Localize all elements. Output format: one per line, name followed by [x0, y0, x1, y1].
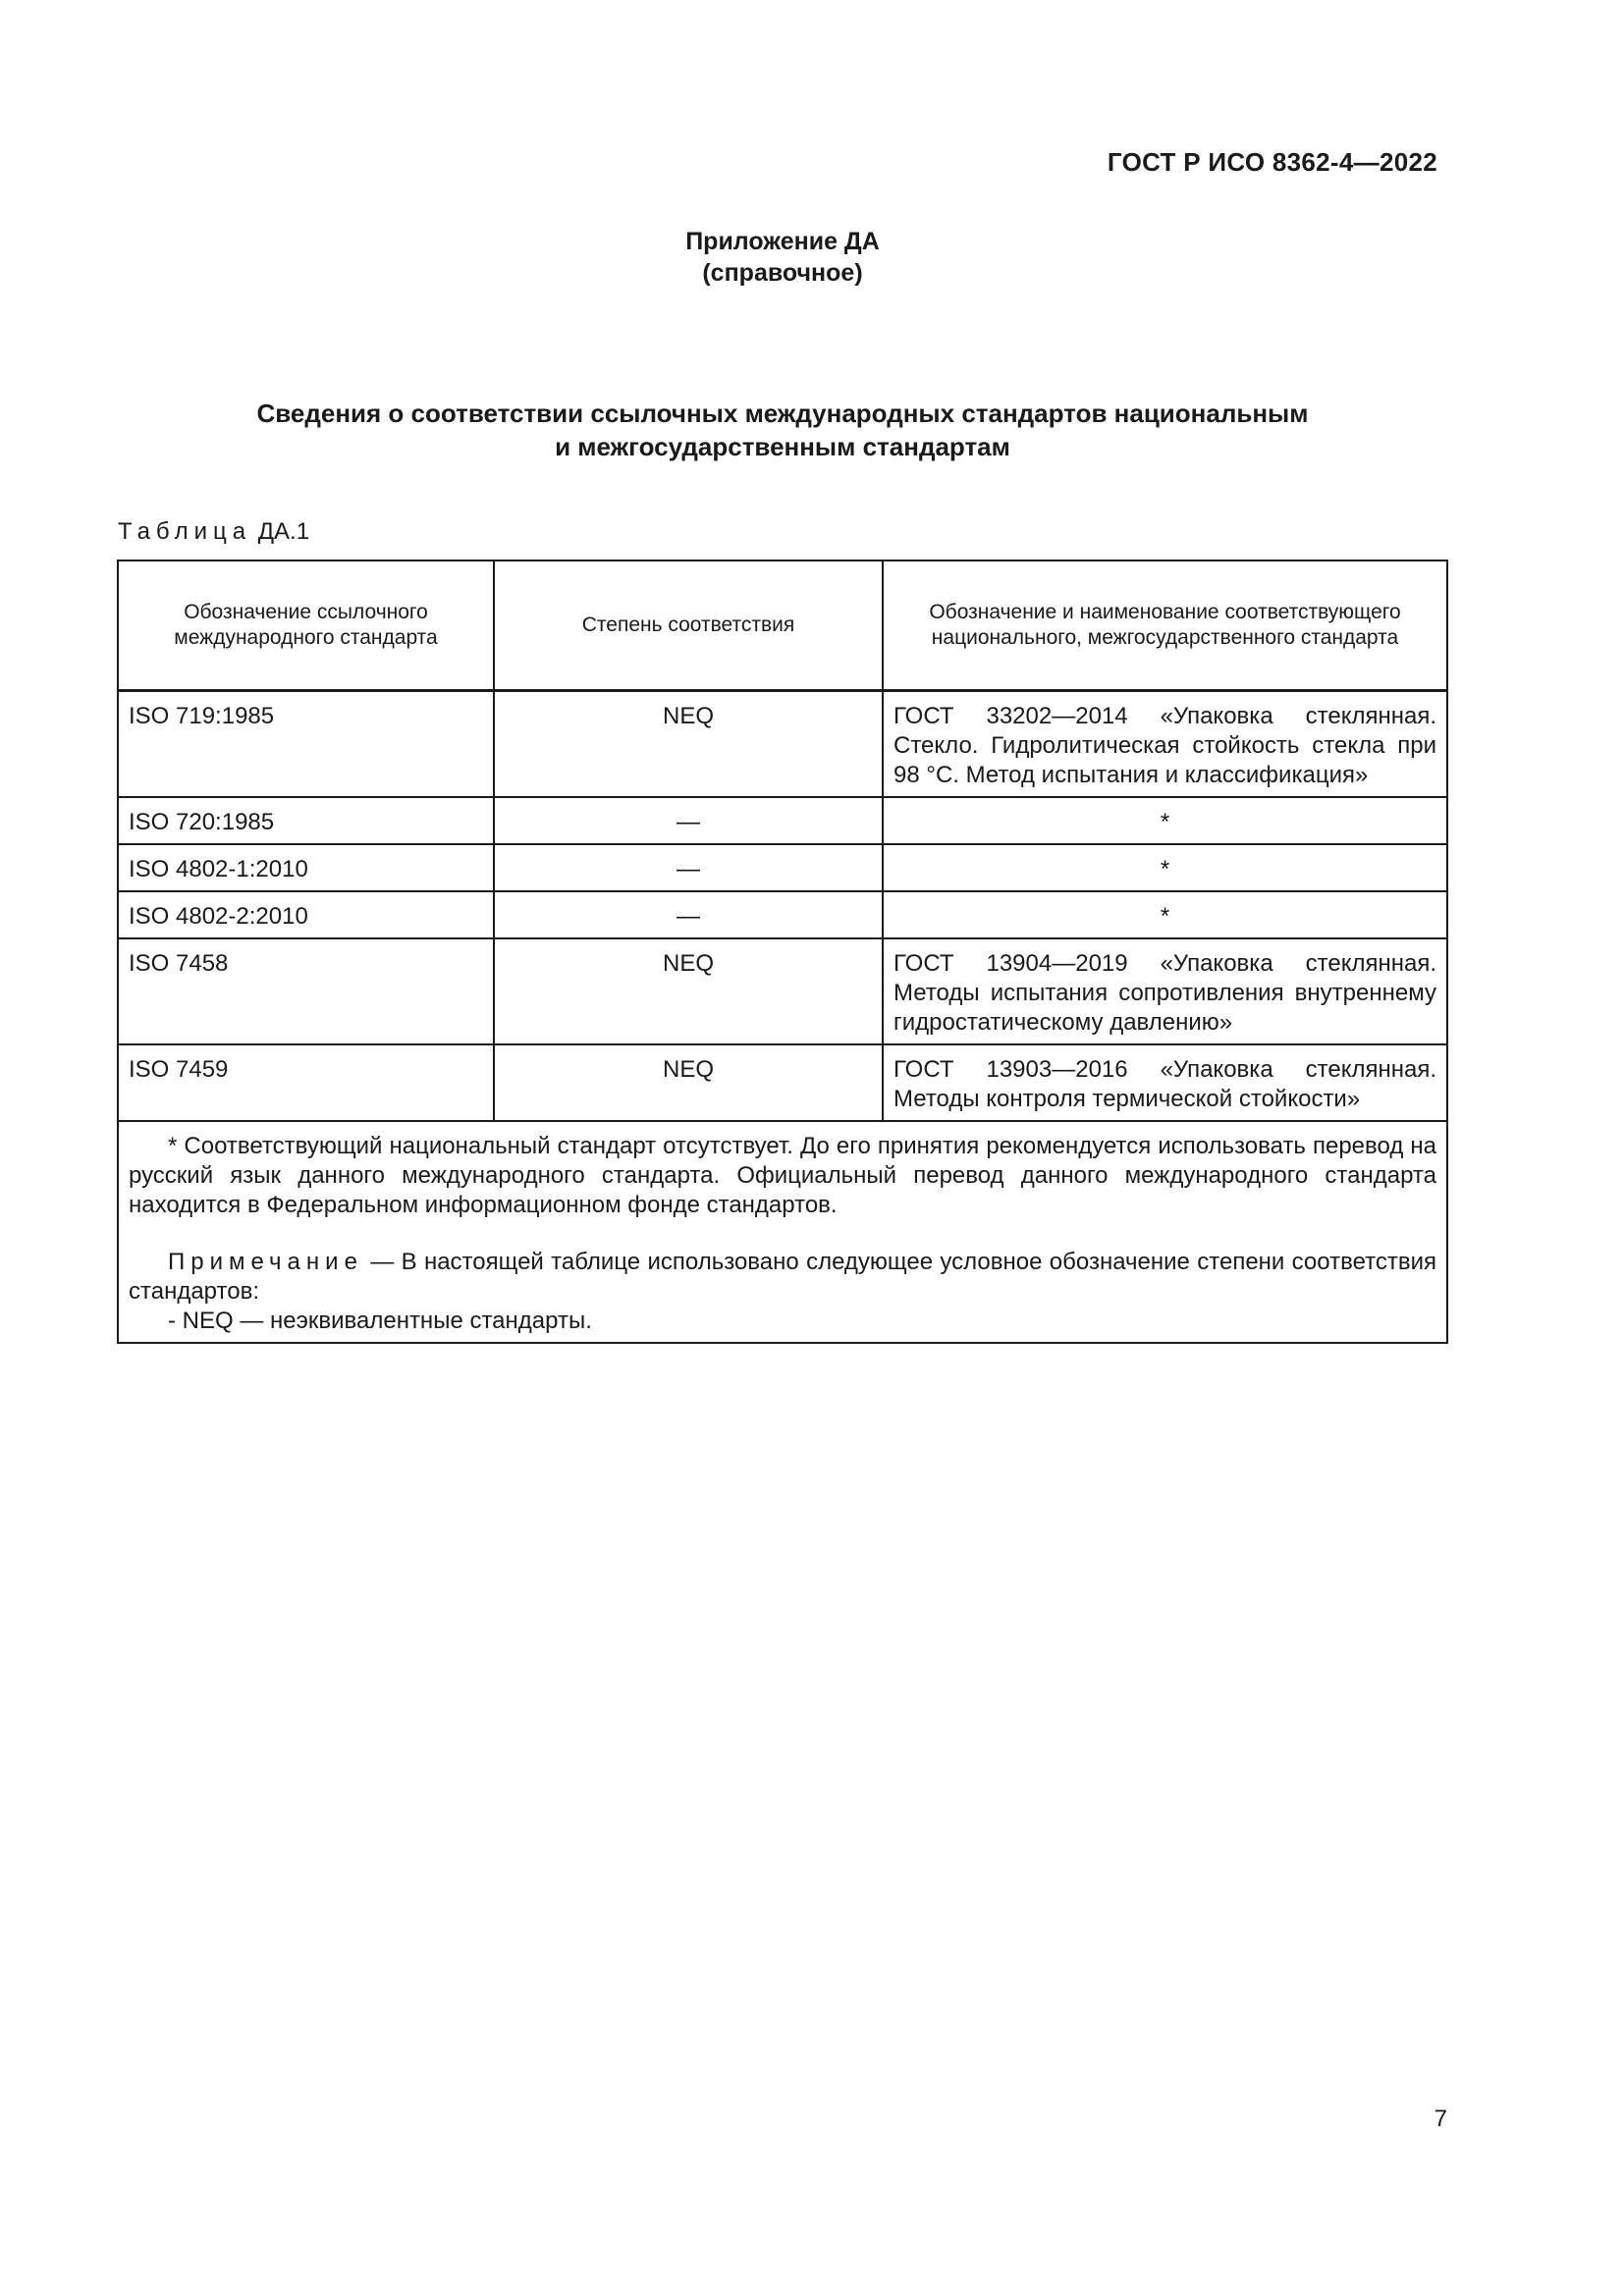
cell-national: ГОСТ 13903—2016 «Упаковка стеклянная. Методы контроля термической стойкости» — [883, 1044, 1447, 1121]
appendix-title: Приложение ДА — [685, 228, 880, 255]
cell-standard: ISO 7459 — [118, 1044, 494, 1121]
note-list-item: - NEQ — неэквивалентные стандарты. — [168, 1308, 592, 1334]
cell-national: * — [883, 797, 1447, 844]
table-row — [118, 691, 1447, 798]
note-label: Примечание — [168, 1249, 363, 1275]
cell-national: ГОСТ 13904—2019 «Упаковка стеклянная. Методы испытания сопротивления внутреннему гидростатическому давлению» — [883, 938, 1447, 1044]
table-caption — [118, 518, 309, 546]
appendix-subtitle: (справочное) — [702, 259, 863, 287]
section-title-line-2: и межгосударственным стандартам — [555, 432, 1010, 461]
cell-standard: ISO 4802-1:2010 — [118, 844, 494, 891]
table-footnote-cell — [118, 1121, 1447, 1343]
document-code: ГОСТ Р ИСО 8362-4—2022 — [1107, 147, 1437, 177]
cell-national: * — [883, 891, 1447, 938]
cell-standard: ISO 720:1985 — [118, 797, 494, 844]
table-row — [118, 891, 1447, 938]
cell-degree: NEQ — [494, 938, 883, 1044]
table-header-row — [118, 561, 1447, 691]
cell-degree: NEQ — [494, 1044, 883, 1121]
cell-degree: NEQ — [494, 691, 883, 798]
footnote-text: * Соответствующий национальный стандарт отсутствует. До его принятия рекомендуется использовать перевод на русский язык данного международного стандарта. Официальный перевод данного международного стандарта находится в Федеральном информационном фонде стандартов. — [129, 1133, 1436, 1218]
cell-standard: ISO 7458 — [118, 938, 494, 1044]
table-caption-label: Таблица — [118, 518, 252, 545]
cell-degree: — — [494, 844, 883, 891]
cell-standard: ISO 4802-2:2010 — [118, 891, 494, 938]
correspondence-table — [117, 560, 1448, 1344]
table-row — [118, 1044, 1447, 1121]
cell-degree: — — [494, 891, 883, 938]
table-footnote-row — [118, 1121, 1447, 1343]
header-international-standard: Обозначение ссылочного международного стандарта — [118, 561, 494, 691]
section-title — [0, 397, 1565, 463]
cell-standard: ISO 719:1985 — [118, 691, 494, 798]
note-paragraph — [129, 1248, 1436, 1307]
appendix-heading — [0, 226, 1565, 289]
table-row — [118, 844, 1447, 891]
page-number: 7 — [1434, 2106, 1447, 2132]
note-text: — В настоящей таблице использовано следующее условное обозначение степени соответствия стандартов: — [129, 1249, 1436, 1305]
cell-national: * — [883, 844, 1447, 891]
table-caption-number: ДА.1 — [257, 518, 310, 545]
section-title-line-1: Сведения о соответствии ссылочных международных стандартов национальным — [256, 399, 1309, 428]
header-national-standard: Обозначение и наименование соответствующего национального, межгосударственного стандарта — [883, 561, 1447, 691]
table-row — [118, 797, 1447, 844]
header-degree-of-correspondence: Степень соответствия — [494, 561, 883, 691]
cell-degree: — — [494, 797, 883, 844]
table-row — [118, 938, 1447, 1044]
cell-national: ГОСТ 33202—2014 «Упаковка стеклянная. Стекло. Гидролитическая стойкость стекла при 98 °С. Метод испытания и классификация» — [883, 691, 1447, 798]
